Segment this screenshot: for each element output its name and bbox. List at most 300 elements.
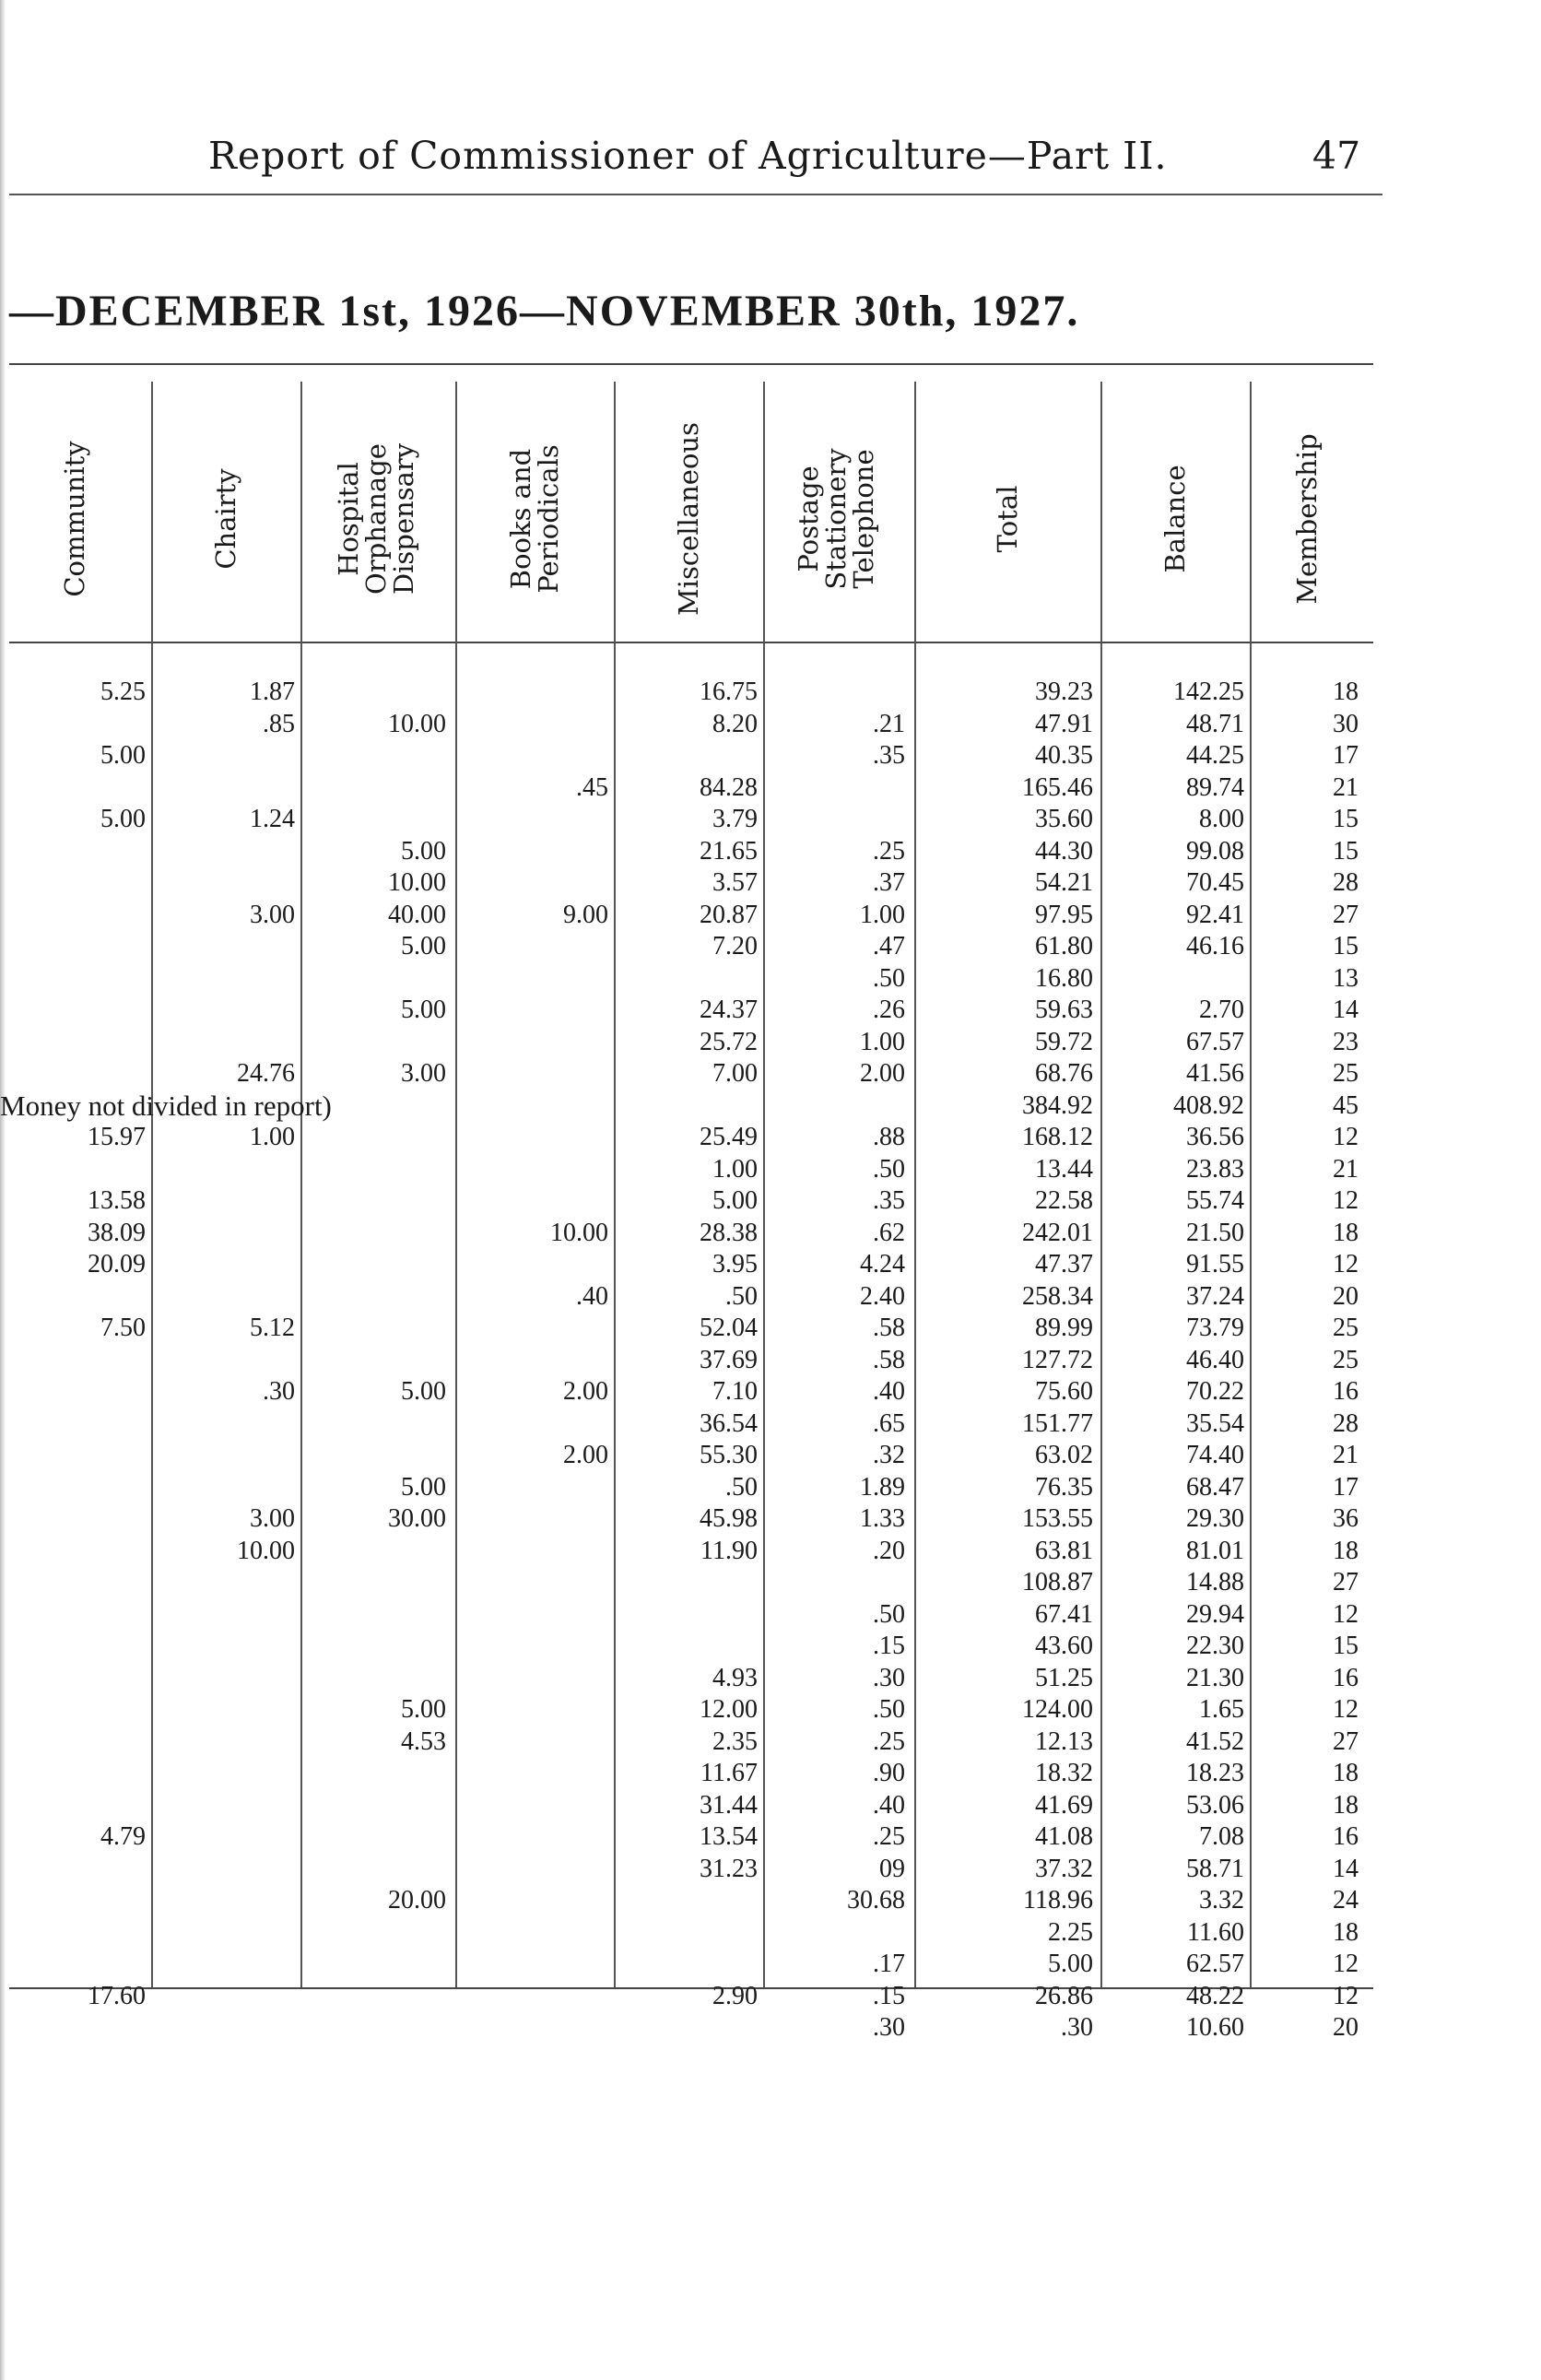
cell-membership: 15	[1333, 1632, 1359, 1660]
table-row	[0, 1503, 1382, 1536]
cell-hospital: 5.00	[401, 1695, 446, 1724]
cell-balance: 3.32	[1199, 1886, 1244, 1915]
table-row	[0, 1694, 1382, 1726]
table-row	[0, 1885, 1382, 1917]
table-row	[0, 1185, 1382, 1218]
cell-misc: 12.00	[700, 1695, 758, 1724]
cell-membership: 25	[1333, 1059, 1359, 1088]
table-row	[0, 2012, 1382, 2044]
table-row	[0, 1027, 1382, 1059]
table-row	[0, 1408, 1382, 1441]
cell-books: .40	[576, 1281, 608, 1311]
cell-books: 10.00	[550, 1218, 608, 1247]
cell-chairty: 24.76	[237, 1059, 295, 1088]
table-row	[0, 677, 1382, 709]
cell-misc: 3.95	[712, 1250, 758, 1278]
cell-books: 2.00	[563, 1441, 608, 1469]
cell-misc: .50	[725, 1472, 758, 1502]
cell-membership: 28	[1333, 868, 1359, 897]
cell-balance: 67.57	[1186, 1027, 1244, 1056]
column-header-balance	[1102, 385, 1248, 653]
cell-balance: 10.60	[1186, 2013, 1244, 2042]
column-header-membership	[1252, 385, 1362, 653]
running-title: Report of Commissioner of Agriculture—Part II.	[208, 134, 1168, 178]
table-row	[0, 1122, 1382, 1154]
cell-postage: .40	[873, 1790, 905, 1820]
cell-community: 20.09	[88, 1250, 146, 1278]
cell-misc: 2.35	[712, 1726, 758, 1756]
cell-community: 38.09	[88, 1218, 146, 1247]
cell-membership: 13	[1333, 963, 1359, 993]
cell-community: 17.60	[88, 1981, 146, 2010]
cell-misc: 13.54	[700, 1822, 758, 1851]
cell-community: 5.25	[100, 677, 146, 706]
cell-community: 4.79	[100, 1822, 146, 1851]
cell-balance: 73.79	[1186, 1314, 1244, 1342]
column-header-postage	[763, 385, 909, 653]
cell-total: 41.08	[1035, 1822, 1093, 1851]
cell-total: 165.46	[1022, 772, 1093, 802]
cell-misc: 25.72	[700, 1027, 758, 1056]
cell-total: 26.86	[1035, 1981, 1093, 2010]
cell-chairty: 1.87	[250, 677, 295, 706]
cell-postage: .25	[873, 1822, 905, 1851]
cell-postage: .20	[873, 1536, 905, 1565]
cell-balance: 2.70	[1199, 996, 1244, 1024]
cell-hospital: 20.00	[388, 1886, 446, 1915]
running-head	[0, 134, 1541, 189]
cell-misc: 45.98	[700, 1504, 758, 1533]
cell-balance: 99.08	[1186, 836, 1244, 866]
cell-total: 384.92	[1022, 1090, 1093, 1120]
cell-misc: 55.30	[700, 1441, 758, 1469]
column-header-label: Books and Periodicals	[505, 444, 564, 594]
cell-membership: 27	[1333, 1726, 1359, 1756]
cell-misc: 36.54	[700, 1408, 758, 1438]
cell-postage: .26	[873, 996, 905, 1024]
cell-books: .45	[576, 772, 608, 802]
cell-total: 75.60	[1035, 1377, 1093, 1406]
table-row	[0, 772, 1382, 805]
cell-balance: 44.25	[1186, 741, 1244, 770]
cell-total: 76.35	[1035, 1472, 1093, 1502]
cell-misc: 3.79	[712, 805, 758, 833]
period-title: —DECEMBER 1st, 1926—NOVEMBER 30th, 1927.	[9, 287, 1080, 336]
cell-membership: 14	[1333, 996, 1359, 1024]
table-row	[0, 836, 1382, 868]
cell-total: 41.69	[1035, 1790, 1093, 1820]
cell-balance: 29.94	[1186, 1599, 1244, 1629]
cell-total: 89.99	[1035, 1314, 1093, 1342]
cell-chairty: .85	[263, 709, 295, 738]
cell-total: 258.34	[1022, 1281, 1093, 1311]
cell-total: 127.72	[1022, 1345, 1093, 1374]
cell-balance: 70.45	[1186, 868, 1244, 897]
cell-postage: .30	[873, 1663, 905, 1692]
cell-membership: 20	[1333, 2013, 1359, 2042]
page-number: 47	[1312, 134, 1361, 178]
cell-postage: .40	[873, 1377, 905, 1406]
cell-hospital: 30.00	[388, 1504, 446, 1533]
cell-misc: 3.57	[712, 868, 758, 897]
cell-membership: 30	[1333, 709, 1359, 738]
cell-balance: 14.88	[1186, 1568, 1244, 1596]
column-header-chairty	[153, 385, 299, 653]
cell-misc: 7.00	[712, 1059, 758, 1088]
table-row	[0, 1567, 1382, 1599]
cell-membership: 16	[1333, 1822, 1359, 1851]
cell-membership: 15	[1333, 836, 1359, 866]
cell-balance: 22.30	[1186, 1632, 1244, 1660]
cell-total: .30	[1061, 2013, 1093, 2042]
cell-misc: 21.65	[700, 836, 758, 866]
cell-misc: 31.44	[700, 1790, 758, 1820]
cell-membership: 27	[1333, 900, 1359, 929]
column-header-label: Community	[59, 441, 90, 597]
table-row	[0, 1663, 1382, 1695]
cell-postage: .58	[873, 1345, 905, 1374]
cell-total: 153.55	[1022, 1504, 1093, 1533]
cell-postage: 1.00	[860, 900, 905, 929]
cell-balance: 35.54	[1186, 1408, 1244, 1438]
cell-membership: 25	[1333, 1314, 1359, 1342]
cell-postage: 1.33	[860, 1504, 905, 1533]
column-header-misc	[616, 385, 761, 653]
cell-misc: 24.37	[700, 996, 758, 1024]
column-header-hospital	[302, 385, 450, 653]
row-note: Money not divided in report)	[0, 1089, 332, 1122]
cell-postage: .58	[873, 1314, 905, 1342]
cell-chairty: 5.12	[250, 1314, 295, 1342]
cell-balance: 18.23	[1186, 1759, 1244, 1787]
cell-membership: 17	[1333, 741, 1359, 770]
cell-postage: .25	[873, 836, 905, 866]
cell-balance: 36.56	[1186, 1123, 1244, 1151]
cell-postage: .62	[873, 1218, 905, 1247]
cell-misc: 5.00	[712, 1186, 758, 1215]
cell-total: 108.87	[1022, 1568, 1093, 1596]
cell-balance: 8.00	[1199, 805, 1244, 833]
table-row	[0, 1949, 1382, 1981]
cell-total: 39.23	[1035, 677, 1093, 706]
cell-membership: 18	[1333, 1218, 1359, 1247]
cell-balance: 41.56	[1186, 1059, 1244, 1088]
cell-total: 54.21	[1035, 868, 1093, 897]
cell-total: 44.30	[1035, 836, 1093, 866]
cell-total: 151.77	[1022, 1408, 1093, 1438]
cell-balance: 55.74	[1186, 1186, 1244, 1215]
table-row	[0, 1854, 1382, 1886]
cell-membership: 16	[1333, 1663, 1359, 1692]
cell-misc: 16.75	[700, 677, 758, 706]
cell-misc: .50	[725, 1281, 758, 1311]
cell-misc: 37.69	[700, 1345, 758, 1374]
table-row	[0, 1536, 1382, 1568]
cell-hospital: 5.00	[401, 1377, 446, 1406]
table-row	[0, 931, 1382, 963]
cell-total: 16.80	[1035, 963, 1093, 993]
cell-total: 61.80	[1035, 932, 1093, 960]
cell-chairty: 1.00	[250, 1123, 295, 1151]
cell-membership: 36	[1333, 1504, 1359, 1533]
table-row	[0, 1917, 1382, 1950]
table-row	[0, 1599, 1382, 1632]
cell-misc: 7.10	[712, 1377, 758, 1406]
table-row	[0, 1821, 1382, 1854]
cell-total: 5.00	[1048, 1950, 1093, 1978]
cell-postage: .25	[873, 1726, 905, 1756]
cell-postage: .37	[873, 868, 905, 897]
cell-misc: 2.90	[712, 1981, 758, 2010]
cell-total: 51.25	[1035, 1663, 1093, 1692]
table-row	[0, 1472, 1382, 1504]
cell-hospital: 10.00	[388, 709, 446, 738]
cell-balance: 46.40	[1186, 1345, 1244, 1374]
cell-postage: .15	[873, 1632, 905, 1660]
table-row	[0, 740, 1382, 772]
cell-chairty: 10.00	[237, 1536, 295, 1565]
table-row	[0, 1154, 1382, 1186]
cell-total: 63.81	[1035, 1536, 1093, 1565]
cell-membership: 18	[1333, 1917, 1359, 1947]
cell-balance: 89.74	[1186, 772, 1244, 802]
cell-membership: 12	[1333, 1123, 1359, 1151]
cell-balance: 74.40	[1186, 1441, 1244, 1469]
table-row	[0, 1981, 1382, 2013]
column-header-label: Postage Stationery Telephone	[793, 448, 879, 590]
cell-misc: 31.23	[700, 1854, 758, 1883]
table-row	[0, 995, 1382, 1027]
cell-balance: 142.25	[1173, 677, 1244, 706]
cell-membership: 12	[1333, 1950, 1359, 1978]
cell-total: 59.72	[1035, 1027, 1093, 1056]
table-row	[0, 1249, 1382, 1281]
cell-postage: .47	[873, 932, 905, 960]
cell-misc: 28.38	[700, 1218, 758, 1247]
cell-membership: 12	[1333, 1695, 1359, 1724]
cell-membership: 14	[1333, 1854, 1359, 1883]
cell-total: 242.01	[1022, 1218, 1093, 1247]
cell-membership: 21	[1333, 1154, 1359, 1184]
cell-postage: .50	[873, 1599, 905, 1629]
cell-membership: 15	[1333, 805, 1359, 833]
cell-membership: 21	[1333, 1441, 1359, 1469]
cell-balance: 23.83	[1186, 1154, 1244, 1184]
accounts-table	[0, 363, 1382, 2042]
table-row	[0, 1758, 1382, 1790]
cell-postage: .35	[873, 741, 905, 770]
cell-total: 118.96	[1023, 1886, 1093, 1915]
cell-membership: 18	[1333, 1790, 1359, 1820]
cell-chairty: 3.00	[250, 1504, 295, 1533]
cell-total: 12.13	[1035, 1726, 1093, 1756]
cell-postage: .32	[873, 1441, 905, 1469]
cell-misc: 84.28	[700, 772, 758, 802]
cell-total: 40.35	[1035, 741, 1093, 770]
cell-postage: .50	[873, 1695, 905, 1724]
cell-books: 9.00	[563, 900, 608, 929]
cell-membership: 12	[1333, 1981, 1359, 2010]
cell-balance: 53.06	[1186, 1790, 1244, 1820]
table-row	[0, 1313, 1382, 1345]
cell-balance: 21.30	[1186, 1663, 1244, 1692]
cell-postage: .50	[873, 963, 905, 993]
table-row	[0, 963, 1382, 996]
cell-total: 97.95	[1035, 900, 1093, 929]
cell-postage: .50	[873, 1154, 905, 1184]
cell-postage: .30	[873, 2013, 905, 2042]
cell-membership: 17	[1333, 1472, 1359, 1502]
cell-postage: .21	[873, 709, 905, 738]
table-body	[0, 677, 1382, 2044]
cell-community: 5.00	[100, 805, 146, 833]
cell-balance: 29.30	[1186, 1504, 1244, 1533]
cell-postage: 2.40	[860, 1281, 905, 1311]
table-row	[0, 1726, 1382, 1759]
column-header-label: Hospital Orphanage Dispensary	[333, 442, 419, 595]
cell-membership: 20	[1333, 1281, 1359, 1311]
cell-membership: 23	[1333, 1027, 1359, 1056]
table-row	[0, 1281, 1382, 1314]
cell-hospital: 5.00	[401, 1472, 446, 1502]
table-row	[0, 867, 1382, 900]
cell-misc: 4.93	[712, 1663, 758, 1692]
table-row	[0, 1790, 1382, 1822]
cell-community: 7.50	[100, 1314, 146, 1342]
cell-hospital: 5.00	[401, 932, 446, 960]
cell-total: 67.41	[1035, 1599, 1093, 1629]
cell-membership: 12	[1333, 1186, 1359, 1215]
cell-total: 124.00	[1022, 1695, 1093, 1724]
cell-total: 35.60	[1035, 805, 1093, 833]
cell-total: 22.58	[1035, 1186, 1093, 1215]
cell-misc: 52.04	[700, 1314, 758, 1342]
cell-membership: 18	[1333, 677, 1359, 706]
cell-balance: 37.24	[1186, 1281, 1244, 1311]
cell-membership: 12	[1333, 1250, 1359, 1278]
cell-postage: .15	[873, 1981, 905, 2010]
cell-balance: 46.16	[1186, 932, 1244, 960]
column-header-community	[0, 385, 149, 653]
cell-membership: 25	[1333, 1345, 1359, 1374]
cell-balance: 91.55	[1186, 1250, 1244, 1278]
table-row	[0, 804, 1382, 836]
cell-hospital: 3.00	[401, 1059, 446, 1088]
cell-misc: 11.67	[700, 1759, 758, 1787]
cell-membership: 18	[1333, 1759, 1359, 1787]
column-header-label: Total	[992, 485, 1023, 553]
cell-balance: 62.57	[1186, 1950, 1244, 1978]
cell-total: 63.02	[1035, 1441, 1093, 1469]
column-header-label: Miscellaneous	[673, 422, 704, 616]
table-row	[0, 1090, 1382, 1123]
table-row	[0, 1631, 1382, 1663]
cell-balance: 70.22	[1186, 1377, 1244, 1406]
cell-postage: 2.00	[860, 1059, 905, 1088]
cell-hospital: 40.00	[388, 900, 446, 929]
column-header-total	[918, 385, 1097, 653]
cell-postage: 4.24	[860, 1250, 905, 1278]
cell-postage: .88	[873, 1123, 905, 1151]
cell-misc: 7.20	[712, 932, 758, 960]
cell-total: 47.37	[1035, 1250, 1093, 1278]
cell-community: 5.00	[100, 741, 146, 770]
cell-misc: 1.00	[712, 1154, 758, 1184]
cell-total: 59.63	[1035, 996, 1093, 1024]
cell-membership: 24	[1333, 1886, 1359, 1915]
cell-balance: 48.71	[1186, 709, 1244, 738]
cell-hospital: 5.00	[401, 836, 446, 866]
cell-total: 168.12	[1022, 1123, 1093, 1151]
cell-balance: 408.92	[1173, 1090, 1244, 1120]
cell-membership: 21	[1333, 772, 1359, 802]
column-header-books	[457, 385, 612, 653]
cell-membership: 15	[1333, 932, 1359, 960]
cell-balance: 1.65	[1199, 1695, 1244, 1724]
cell-chairty: .30	[263, 1377, 295, 1406]
cell-postage: 1.89	[860, 1472, 905, 1502]
cell-membership: 28	[1333, 1408, 1359, 1438]
cell-postage: .35	[873, 1186, 905, 1215]
cell-postage: .90	[873, 1759, 905, 1787]
cell-books: 2.00	[563, 1377, 608, 1406]
table-row	[0, 709, 1382, 741]
cell-misc: 20.87	[700, 900, 758, 929]
cell-membership: 18	[1333, 1536, 1359, 1565]
table-row	[0, 1345, 1382, 1377]
table-row	[0, 1058, 1382, 1090]
cell-community: 15.97	[88, 1123, 146, 1151]
cell-membership: 16	[1333, 1377, 1359, 1406]
cell-hospital: 10.00	[388, 868, 446, 897]
cell-chairty: 3.00	[250, 900, 295, 929]
cell-balance: 58.71	[1186, 1854, 1244, 1883]
cell-total: 47.91	[1035, 709, 1093, 738]
cell-postage: .17	[873, 1950, 905, 1978]
cell-community: 13.58	[88, 1186, 146, 1215]
table-row	[0, 1376, 1382, 1408]
cell-misc: 25.49	[700, 1123, 758, 1151]
cell-balance: 68.47	[1186, 1472, 1244, 1502]
cell-postage: 30.68	[847, 1886, 905, 1915]
cell-postage: 1.00	[860, 1027, 905, 1056]
cell-chairty: 1.24	[250, 805, 295, 833]
table-row	[0, 900, 1382, 932]
cell-total: 68.76	[1035, 1059, 1093, 1088]
cell-total: 43.60	[1035, 1632, 1093, 1660]
cell-total: 37.32	[1035, 1854, 1093, 1883]
table-top-rule	[9, 363, 1373, 365]
cell-total: 18.32	[1035, 1759, 1093, 1787]
table-row	[0, 1440, 1382, 1472]
cell-postage: 09	[879, 1854, 905, 1883]
cell-balance: 21.50	[1186, 1218, 1244, 1247]
cell-hospital: 4.53	[401, 1726, 446, 1756]
column-header-label: Chairty	[210, 468, 241, 570]
table-row	[0, 1218, 1382, 1250]
cell-total: 2.25	[1048, 1917, 1093, 1947]
cell-membership: 27	[1333, 1568, 1359, 1596]
cell-postage: .65	[873, 1408, 905, 1438]
cell-balance: 7.08	[1199, 1822, 1244, 1851]
cell-membership: 12	[1333, 1599, 1359, 1629]
cell-balance: 81.01	[1186, 1536, 1244, 1565]
cell-balance: 11.60	[1187, 1917, 1244, 1947]
cell-total: 13.44	[1035, 1154, 1093, 1184]
cell-balance: 41.52	[1186, 1726, 1244, 1756]
cell-balance: 48.22	[1186, 1981, 1244, 2010]
header-rule	[9, 194, 1382, 195]
